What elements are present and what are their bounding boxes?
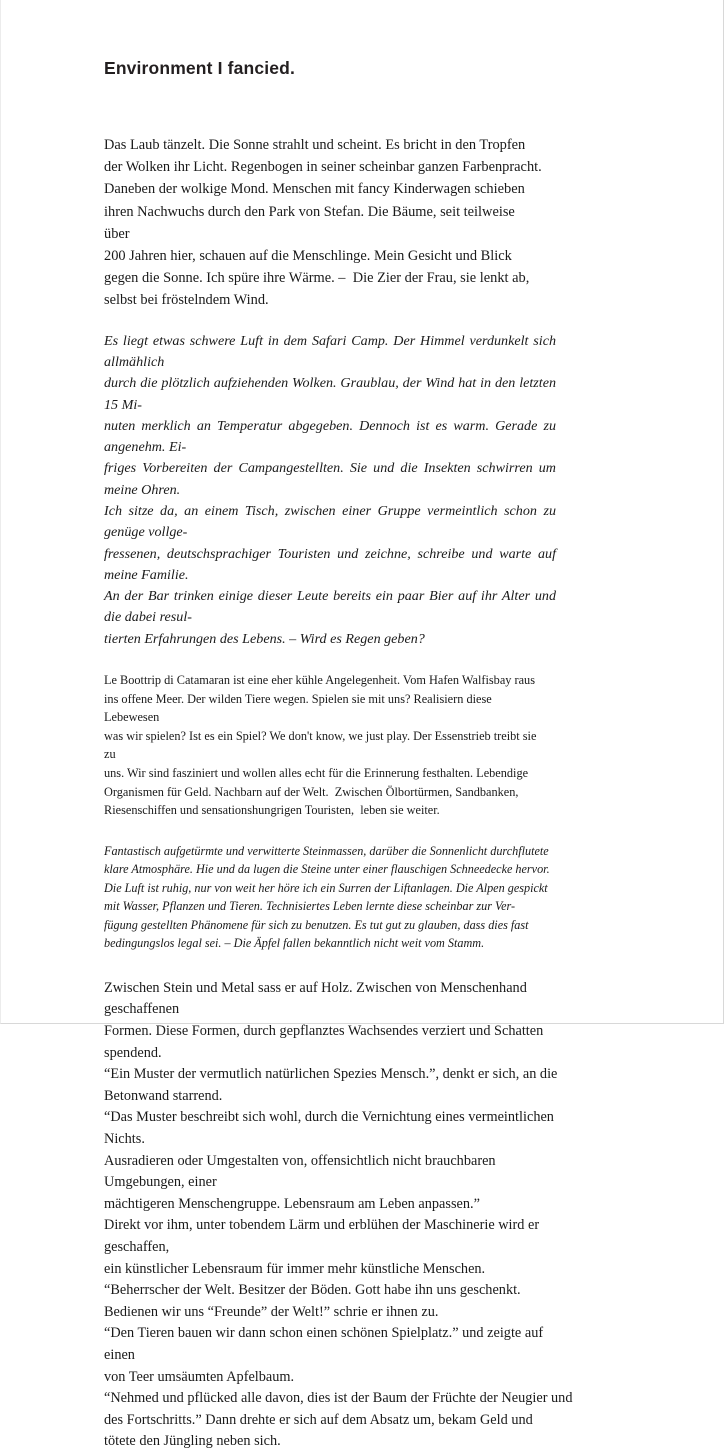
text-line: Formen. Diese Formen, durch gepflanztes Wachsendes verziert und Schatten spendend. xyxy=(104,1023,547,1061)
text-line: des Fortschritts.” Dann drehte er sich auf dem Absatz um, bekam Geld und xyxy=(104,1411,533,1428)
text-line: friges Vorbereiten der Campangestellten. Sie und die Insekten schwirren um meine Ohren. xyxy=(104,460,560,498)
paragraph-block-safari-camp xyxy=(104,331,560,650)
text-line: Direkt vor ihm, unter tobendem Lärm und erblühen der Maschinerie wird er geschaffen, xyxy=(104,1217,543,1255)
text-line: durch die plötzlich aufziehenden Wolken. Graublau, der Wind hat in den letzten 15 Mi- xyxy=(104,375,560,413)
text-line: mit Wasser, Pflanzen und Tieren. Technisiertes Leben lernte diese scheinbar zur Ver- xyxy=(104,899,516,914)
text-line: fügung gestellten Phänomene für sich zu benutzen. Es tut gut zu glauben, dass dies fast xyxy=(104,917,529,932)
paragraph-block-steinmassen xyxy=(104,842,559,953)
text-line: Betonwand starrend. xyxy=(104,1087,223,1104)
text-line: “Beherrscher der Welt. Besitzer der Böden. Gott habe ihn uns geschenkt. xyxy=(104,1282,521,1299)
text-line: “Ein Muster der vermutlich natürlichen Spezies Mensch.”, denkt er sich, an die xyxy=(104,1066,558,1083)
text-line: “Den Tieren bauen wir dann schon einen schönen Spielplatz.” und zeigte auf einen xyxy=(104,1325,547,1363)
text-line: ins offene Meer. Der wilden Tiere wegen. Spielen sie mit uns? Realisiern diese Lebewesen xyxy=(104,691,495,725)
text-line: Zwischen Stein und Metal sass er auf Holz. Zwischen von Menschenhand geschaffenen xyxy=(104,979,531,1018)
text-line: tötete den Jüngling neben sich. xyxy=(104,1433,281,1450)
text-line: Die Luft ist ruhig, nur von weit her höre ich ein Surren der Liftanlagen. Die Alpen gespickt xyxy=(104,880,548,895)
paragraph-block-stein-metal xyxy=(104,978,574,1453)
text-line: fressenen, deutschsprachiger Touristen und zeichne, schreibe und warte auf meine Familie. xyxy=(104,545,560,583)
text-line: Das Laub tänzelt. Die Sonne strahlt und scheint. Es bricht in den Tropfen xyxy=(104,137,526,153)
text-line: uns. Wir sind fasziniert und wollen alles echt für die Erinnerung festhalten. Lebendige xyxy=(104,766,529,781)
text-line: “Nehmed und pflücked alle davon, dies ist der Baum der Früchte der Neugier und xyxy=(104,1390,573,1407)
text-line: “Das Muster beschreibt sich wohl, durch die Vernichtung eines vermeintlichen Nichts. xyxy=(104,1109,558,1147)
text-line: Le Boottrip di Catamaran ist eine eher kühle Angelegenheit. Vom Hafen Walfisbay raus xyxy=(104,673,535,688)
text-line: ein künstlicher Lebensraum für immer mehr künstliche Menschen. xyxy=(104,1260,486,1277)
text-line: An der Bar trinken einige dieser Leute bereits ein paar Bier auf ihr Alter und die dabei resul- xyxy=(104,588,560,626)
text-line: gegen die Sonne. Ich spüre ihre Wärme. – Die Zier der Frau, sie lenkt ab, xyxy=(104,270,530,287)
text-line: Riesenschiffen und sensationshungrigen Touristen, leben sie weiter. xyxy=(104,803,440,818)
text-line: Bedienen wir uns “Freunde” der Welt!” schrie er ihnen zu. xyxy=(104,1303,439,1320)
text-line: tierten Erfahrungen des Lebens. – Wird es Regen geben? xyxy=(104,630,425,647)
text-line: der Wolken ihr Licht. Regenbogen in seiner scheinbar ganzen Farbenpracht. xyxy=(104,159,542,176)
text-line: mächtigeren Menschengruppe. Lebensraum am Leben anpassen.” xyxy=(104,1195,480,1212)
text-line: ihren Nachwuchs durch den Park von Stefan. Die Bäume, seit teilweise über xyxy=(104,203,519,242)
text-line: bedingungslos legal sei. – Die Äpfel fallen bekanntlich nicht weit vom Stamm. xyxy=(104,936,485,951)
text-line: von Teer umsäumten Apfelbaum. xyxy=(104,1368,295,1385)
document-content xyxy=(104,58,629,1453)
text-line: Daneben der wolkige Mond. Menschen mit fancy Kinderwagen schieben xyxy=(104,181,525,198)
text-line: klare Atmosphäre. Hie und da lugen die Steine unter einer flauschigen Schneedecke hervor. xyxy=(104,862,550,877)
text-line: nuten merklich an Temperatur abgegeben. Dennoch ist es warm. Gerade zu angenehm. Ei- xyxy=(104,417,560,456)
paragraph-block-boottrip xyxy=(104,671,549,820)
text-line: Fantastisch aufgetürmte und verwitterte Steinmassen, darüber die Sonnenlicht durchflutete xyxy=(104,843,549,858)
text-line: 200 Jahren hier, schauen auf die Menschlinge. Mein Gesicht und Blick xyxy=(104,248,512,265)
paragraph-block-das-laub xyxy=(104,134,542,312)
text-line: Es liegt etwas schwere Luft in dem Safari Camp. Der Himmel verdunkelt sich allmählich xyxy=(104,332,560,370)
text-line: Ich sitze da, an einem Tisch, zwischen einer Gruppe vermeintlich schon zu genüge vollge- xyxy=(104,503,560,541)
page-title: Environment I fancied. xyxy=(104,58,295,78)
text-line: was wir spielen? Ist es ein Spiel? We don't know, we just play. Der Essenstrieb treibt sie zu xyxy=(104,728,540,762)
text-line: Ausradieren oder Umgestalten von, offensichtlich nicht brauchbaren Umgebungen, einer xyxy=(104,1152,500,1191)
text-line: selbst bei fröstelndem Wind. xyxy=(104,292,269,309)
text-line: Organismen für Geld. Nachbarn auf der Welt. Zwischen Ölbortürmen, Sandbanken, xyxy=(104,784,519,799)
